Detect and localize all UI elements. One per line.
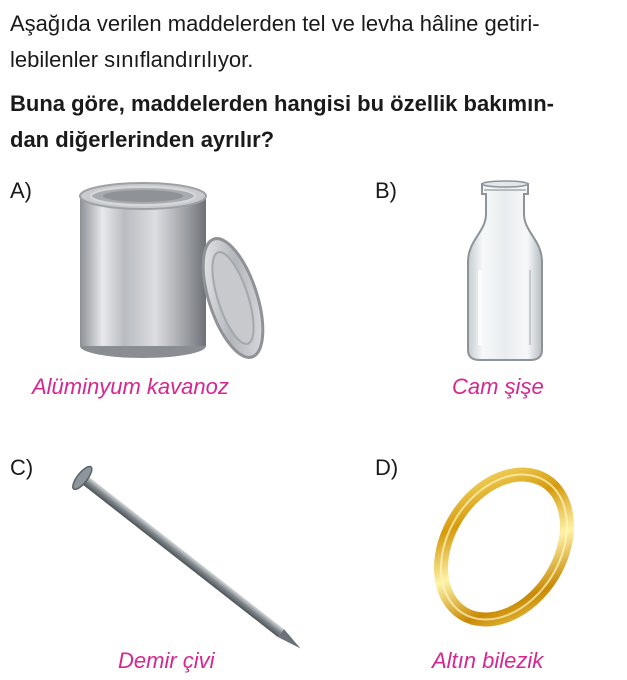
iron-nail-image: [62, 455, 297, 635]
question-line-2: dan diğerlerinden ayrılır?: [10, 127, 275, 152]
option-c-caption: Demir çivi: [118, 648, 215, 673]
option-d-caption: Altın bilezik: [432, 648, 544, 673]
question-text: [10, 86, 622, 158]
option-a-letter[interactable]: A): [10, 178, 32, 203]
aluminum-jar-image: [70, 178, 270, 378]
intro-line-2: lebilenler sınıflandırılıyor.: [10, 47, 254, 72]
option-a-caption: Alüminyum kavanoz: [32, 374, 229, 399]
glass-bottle-image: [460, 180, 550, 362]
option-b-caption: Cam şişe: [452, 374, 544, 399]
option-d-letter[interactable]: D): [375, 455, 399, 480]
gold-bracelet-image: [432, 462, 577, 632]
question-line-1: Buna göre, maddelerden hangisi bu özellik bakımın-: [10, 91, 554, 116]
option-c-letter[interactable]: C): [10, 455, 34, 480]
intro-text: [10, 6, 622, 78]
intro-line-1: Aşağıda verilen maddelerden tel ve levha hâline getiri-: [10, 11, 540, 36]
option-b-letter[interactable]: B): [375, 178, 397, 203]
